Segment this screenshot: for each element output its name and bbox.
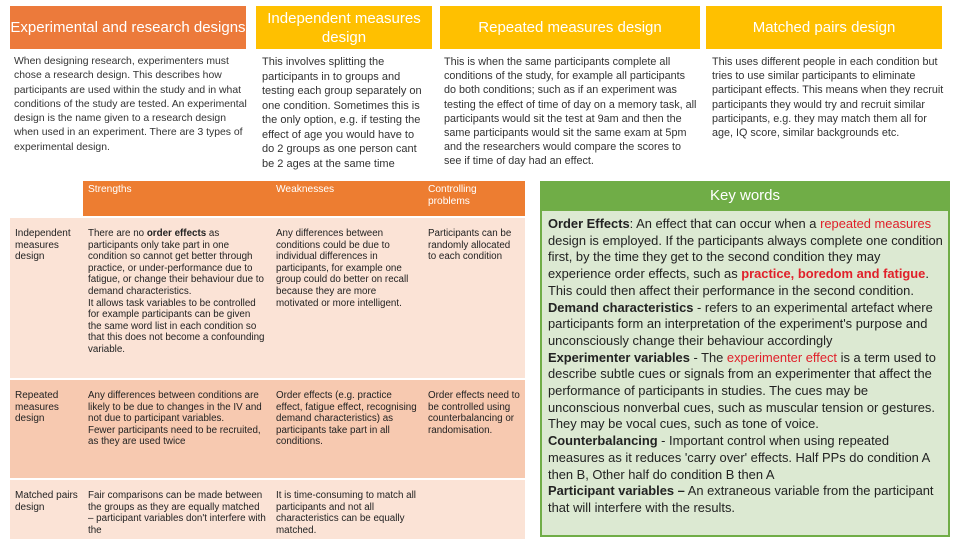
repeated-strengths-cell bbox=[83, 379, 271, 479]
header-repeated-measures bbox=[440, 6, 700, 49]
independent-strengths-text-post: as participants only take part in one condition so cannot get better through practice, or under-performance due to fatigue, or change their behaviour due to demand characteristics. bbox=[88, 228, 264, 297]
repeated-weaknesses-cell: Order effects (e.g. practice effect, fatigue effect, recognising demand characteristics) as participants take part in all conditions. bbox=[271, 379, 423, 479]
participant-term: Participant variables – bbox=[548, 483, 685, 499]
row-header-independent: Independent measures design bbox=[10, 217, 83, 379]
key-word-participant-variables bbox=[548, 483, 943, 516]
comparison-table bbox=[10, 181, 525, 539]
repeated-controlling-cell: Order effects need to be controlled using counterbalancing or randomisation. bbox=[423, 379, 525, 479]
independent-strengths-extra: It allows task variables to be controlled for example participants can be given the same word list in each condition so that this does not become a confounding variable. bbox=[88, 297, 265, 355]
key-word-counterbalancing bbox=[548, 433, 943, 483]
key-word-experimenter-variables bbox=[548, 350, 943, 434]
independent-controlling-cell: Participants can be randomly allocated to each condition bbox=[423, 217, 525, 379]
demand-text: - refers to an experimental artefact where participants form an interpretation of the experiment's purpose and unconsciously change their behaviour accordingly bbox=[548, 299, 933, 348]
header-experimental-designs bbox=[10, 6, 246, 49]
experimenter-term: Experimenter variables bbox=[548, 349, 690, 365]
order-effects-text-1: : An effect that can occur when a bbox=[629, 216, 821, 231]
header-experimental-label: Experimental and research designs bbox=[10, 19, 246, 36]
participant-text: An extraneous variable from the participant that will interfere with the results. bbox=[548, 483, 934, 515]
key-word-order-effects bbox=[548, 216, 943, 300]
table-row bbox=[10, 379, 525, 479]
order-effects-highlight-practice: practice, boredom and fatigue bbox=[741, 266, 926, 282]
experimenter-highlight: experimenter effect bbox=[726, 349, 838, 365]
table-header-row bbox=[10, 181, 525, 217]
experimental-designs-description: When designing research, experimenters must chose a research design. This describes how participants are used within the study and in what conditions of the study are tested. An experimental design is the name given to a research design when used in an experiment. There are 3 types of experimental design. bbox=[14, 56, 247, 153]
table-corner-cell bbox=[10, 181, 83, 217]
row-header-repeated: Repeated measures design bbox=[10, 379, 83, 479]
repeated-strengths-text: Any differences between conditions are likely to be due to changes in the IV and not due to participant variables. bbox=[88, 390, 262, 425]
order-effects-text-3: . This could then affect their performance in the second condition. bbox=[548, 266, 929, 298]
column-header-controlling: Controlling problems bbox=[428, 184, 477, 207]
column-header-strengths: Strengths bbox=[88, 184, 132, 195]
independent-strengths-cell bbox=[83, 217, 271, 379]
header-independent-measures bbox=[256, 6, 432, 49]
table-row bbox=[10, 217, 525, 379]
repeated-measures-description: This is when the same participants complete all conditions of the study, for example all participants do both conditions; such as if an experiment was testing the effect of time of day on a memory task, all participants would sit the test at 9am and then the same participants would sit the same exam at 5pm and the researchers would compare the scores to see if time of day had an effect. bbox=[444, 56, 697, 168]
order-effects-text-2: design is employed. If the participants always complete one condition first, by the time they get to the second condition they may experience order effects, such as bbox=[548, 232, 943, 282]
header-repeated-label: Repeated measures design bbox=[478, 19, 662, 36]
table-row bbox=[10, 479, 525, 539]
header-matched-label: Matched pairs design bbox=[752, 19, 896, 36]
matched-strengths-cell: Fair comparisons can be made between the groups as they are equally matched – participant variables don't interfere with the bbox=[83, 479, 271, 539]
matched-weaknesses-cell: It is time-consuming to match all participants and not all characteristics can be equally matched. bbox=[271, 479, 423, 539]
header-independent-label: Independent measures design bbox=[267, 9, 421, 46]
matched-pairs-description: This uses different people in each condition but tries to use similar participants to eliminate participant effects. This means when they recruit participants they would try and recruit similar participants, e.g. they may match them all for age, IQ score, similar backgrounds etc. bbox=[712, 56, 944, 140]
independent-strengths-bold: order effects bbox=[146, 228, 207, 239]
row-header-matched: Matched pairs design bbox=[10, 479, 83, 539]
key-word-demand-characteristics bbox=[548, 300, 943, 350]
column-header-weaknesses: Weaknesses bbox=[276, 184, 335, 195]
order-effects-term: Order Effects bbox=[548, 216, 630, 231]
independent-measures-description: This involves splitting the participants in to groups and testing each group separately on one condition. Sometimes this is the only option, e.g. if testing the effect of age you would have to do 2 groups as one person cant be 2 ages at the same time bbox=[262, 56, 422, 170]
matched-controlling-cell bbox=[423, 479, 525, 539]
experimenter-text-1: - The bbox=[689, 349, 727, 365]
repeated-strengths-extra: Fewer participants need to be recruited, as they are used twice bbox=[88, 424, 261, 448]
demand-term: Demand characteristics bbox=[548, 299, 694, 315]
independent-strengths-text-pre: There are no bbox=[88, 228, 147, 239]
key-words-title: Key words bbox=[540, 181, 950, 209]
header-matched-pairs bbox=[706, 6, 942, 49]
independent-weaknesses-cell: Any differences between conditions could be due to individual differences in participants, for example one group could do better on recall because they are more motivated or more intelligent. bbox=[271, 217, 423, 379]
counterbalancing-term: Counterbalancing bbox=[548, 433, 658, 449]
experimenter-text-2: is a term used to describe subtle cues or signals from an experimenter that affect the performance of participants in studies. The cues may be unconscious nonverbal cues, such as muscular tension or gestures. They may be vocal cues, such as tone of voice. bbox=[548, 349, 936, 432]
key-words-panel bbox=[540, 209, 950, 537]
counterbalancing-text: - Important control when using repeated measures as it reduces 'carry over' effects. Half PPs do condition A then B, Other half do condition B then A bbox=[548, 433, 930, 482]
order-effects-highlight-repeated: repeated measures bbox=[820, 216, 932, 231]
